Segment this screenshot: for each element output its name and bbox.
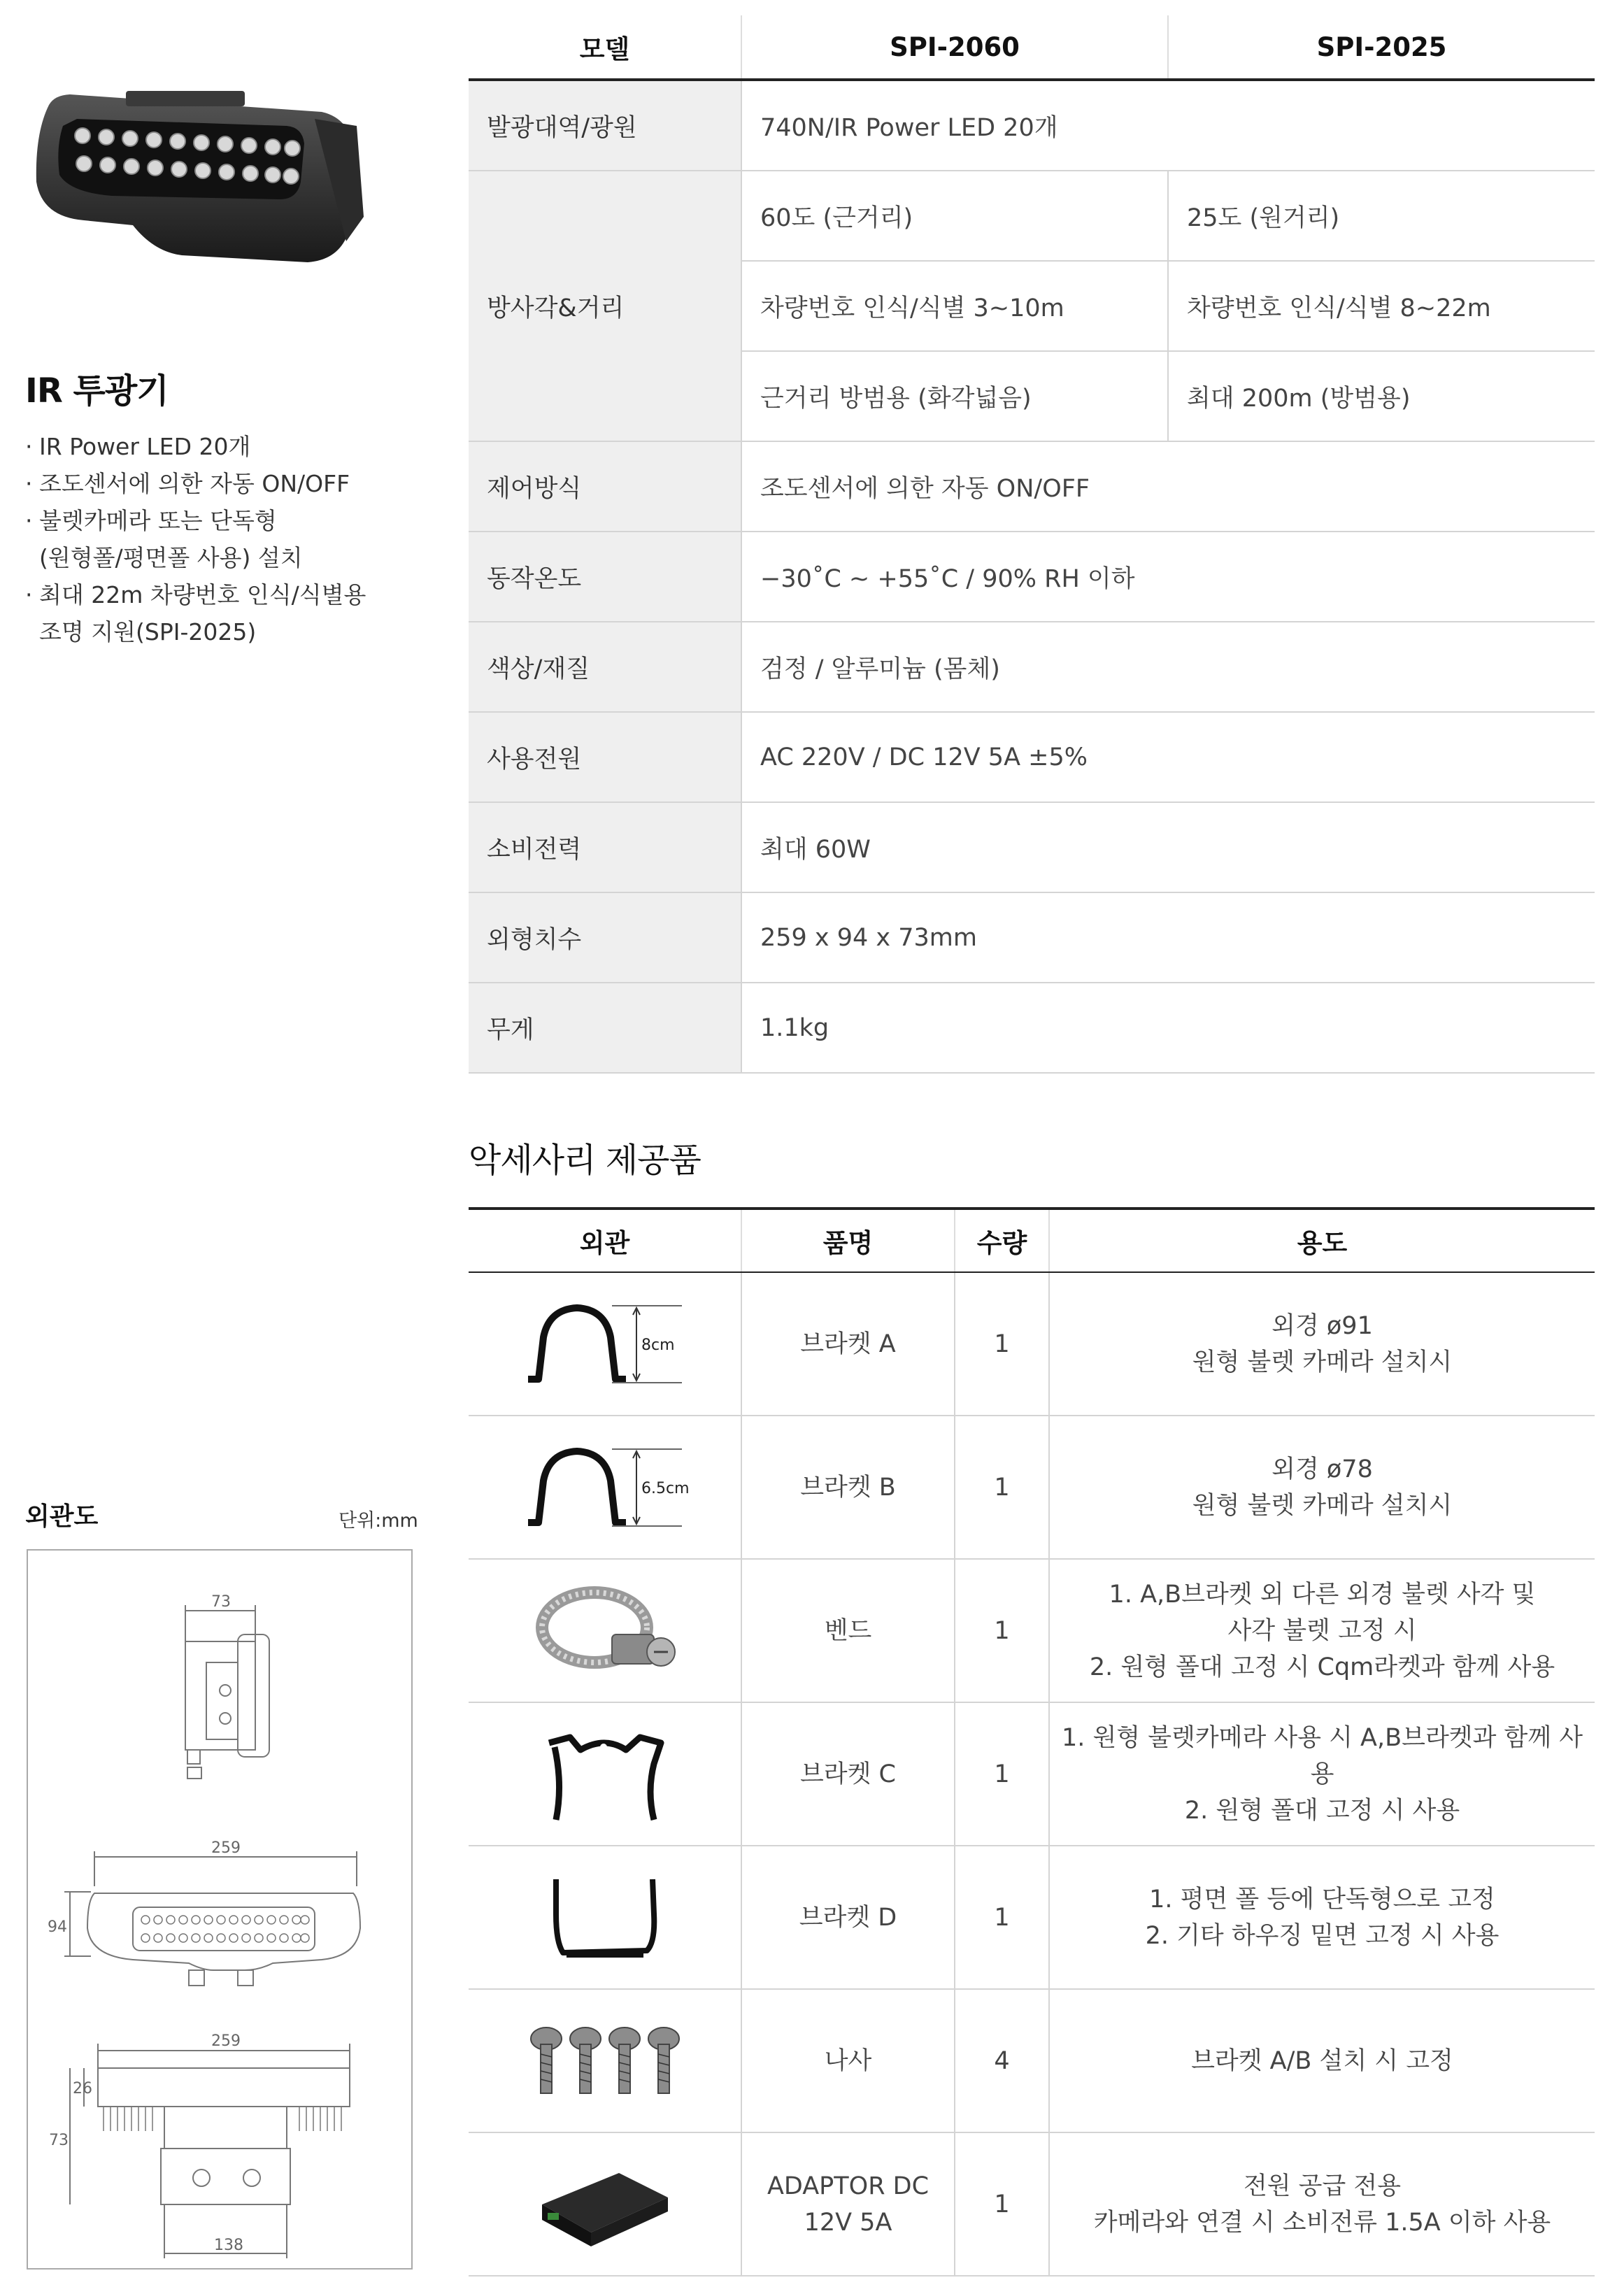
acc-usage: 전원 공급 전용 카메라와 연결 시 소비전류 1.5A 이하 사용	[1049, 2132, 1595, 2276]
table-row	[469, 1846, 1595, 1989]
adaptor-icon	[528, 2156, 682, 2253]
bottom-view-drawing	[70, 2044, 350, 2258]
outline-drawing	[27, 1549, 413, 2270]
table-row	[469, 1559, 1595, 1702]
acc-usage: 1. 원형 불렛카메라 사용 시 A,B브라켓과 함께 사용 2. 원형 폴대 고정 시 사용	[1049, 1702, 1595, 1846]
outline-unit: 단위:mm	[339, 1510, 418, 1532]
bracket-b-dimension: 6.5cm	[641, 1479, 690, 1497]
spec-label: 무게	[469, 983, 741, 1073]
table-row	[469, 532, 1595, 622]
acc-header-qty: 수량	[955, 1209, 1049, 1272]
spec-value: 근거리 방범용 (화각넓음)	[741, 351, 1168, 441]
acc-qty: 1	[955, 1846, 1049, 1989]
spec-value: −30˚C ~ +55˚C / 90% RH 이하	[741, 532, 1595, 622]
table-row	[469, 1702, 1595, 1846]
acc-name: 브라켓 D	[741, 1846, 955, 1989]
spec-label: 사용전원	[469, 712, 741, 802]
feature-item: · 조도센서에 의한 자동 ON/OFF	[25, 470, 350, 497]
table-row	[469, 802, 1595, 892]
product-title: IR 투광기	[25, 371, 169, 411]
table-row	[469, 1416, 1595, 1559]
feature-list	[25, 428, 366, 650]
acc-header-appearance: 외관	[469, 1209, 741, 1272]
acc-header-usage: 용도	[1049, 1209, 1595, 1272]
acc-name: 벤드	[741, 1559, 955, 1702]
table-row	[469, 622, 1595, 712]
acc-usage: 외경 ø78 원형 불렛 카메라 설치시	[1049, 1416, 1595, 1559]
acc-usage: 외경 ø91 원형 불렛 카메라 설치시	[1049, 1272, 1595, 1416]
acc-image-cell	[469, 1846, 741, 1989]
acc-image-cell	[469, 2132, 741, 2276]
dim-bottom-base: 138	[214, 2237, 243, 2254]
acc-qty: 1	[955, 2132, 1049, 2276]
table-row	[469, 1272, 1595, 1416]
spec-header-row	[469, 15, 1595, 80]
acc-name: ADAPTOR DC 12V 5A	[741, 2132, 955, 2276]
spec-value: 1.1kg	[741, 983, 1595, 1073]
acc-image-cell	[469, 1272, 741, 1416]
spec-label: 발광대역/광원	[469, 80, 741, 171]
spec-table	[469, 15, 1595, 1074]
acc-image-cell	[469, 1702, 741, 1846]
dim-bottom-width: 259	[211, 2032, 241, 2050]
spec-label: 방사각&거리	[469, 171, 741, 441]
hose-clamp-icon	[528, 1579, 682, 1683]
dim-front-height: 94	[48, 1918, 67, 1936]
spec-header-spi2025: SPI-2025	[1168, 15, 1595, 80]
table-row	[469, 712, 1595, 802]
spec-value: 최대 60W	[741, 802, 1595, 892]
acc-qty: 1	[955, 1559, 1049, 1702]
spec-value: 25도 (원거리)	[1168, 171, 1595, 261]
acc-header-name: 품명	[741, 1209, 955, 1272]
acc-usage: 1. 평면 폴 등에 단독형으로 고정 2. 기타 하우징 밑면 고정 시 사용	[1049, 1846, 1595, 1989]
table-row	[469, 171, 1595, 261]
spec-value: 60도 (근거리)	[741, 171, 1168, 261]
table-row	[469, 441, 1595, 532]
acc-usage: 1. A,B브라켓 외 다른 외경 불렛 사각 및 사각 불렛 고정 시 2. 원형 폴대 고정 시 Cqm라켓과 함께 사용	[1049, 1559, 1595, 1702]
screw-icon	[521, 2019, 689, 2103]
dim-side-width: 73	[211, 1593, 231, 1611]
dim-bottom-height: 73	[49, 2132, 69, 2149]
feature-item: 조명 지원(SPI-2025)	[39, 618, 257, 646]
acc-name: 나사	[741, 1989, 955, 2132]
acc-image-cell	[469, 1989, 741, 2132]
spec-value: AC 220V / DC 12V 5A ±5%	[741, 712, 1595, 802]
table-row	[469, 1989, 1595, 2132]
accessories-header-row	[469, 1209, 1595, 1272]
spec-value: 740N/IR Power LED 20개	[741, 80, 1595, 171]
spec-value: 조도센서에 의한 자동 ON/OFF	[741, 441, 1595, 532]
feature-item: · IR Power LED 20개	[25, 433, 251, 460]
side-view-drawing	[185, 1605, 269, 1779]
bracket-u-icon	[500, 1439, 710, 1537]
dim-bottom-flange: 26	[73, 2080, 92, 2097]
table-row	[469, 2132, 1595, 2276]
feature-item: (원형폴/평면폴 사용) 설치	[39, 544, 303, 571]
bracket-c-icon	[528, 1722, 682, 1827]
feature-item: · 최대 22m 차량번호 인식/식별용	[25, 581, 366, 608]
acc-qty: 1	[955, 1272, 1049, 1416]
table-row	[469, 892, 1595, 983]
acc-name: 브라켓 A	[741, 1272, 955, 1416]
table-row	[469, 983, 1595, 1073]
spec-label: 소비전력	[469, 802, 741, 892]
spec-value: 최대 200m (방범용)	[1168, 351, 1595, 441]
spec-label: 외형치수	[469, 892, 741, 983]
spec-value: 검정 / 알루미늄 (몸체)	[741, 622, 1595, 712]
bracket-u-icon	[500, 1295, 710, 1393]
spec-header-model: 모델	[469, 15, 741, 80]
acc-usage: 브라켓 A/B 설치 시 고정	[1049, 1989, 1595, 2132]
spec-label: 제어방식	[469, 441, 741, 532]
accessories-title: 악세사리 제공품	[469, 1141, 701, 1180]
acc-name: 브라켓 B	[741, 1416, 955, 1559]
bracket-a-dimension: 8cm	[641, 1336, 675, 1354]
acc-qty: 4	[955, 1989, 1049, 2132]
table-row	[469, 80, 1595, 171]
acc-name: 브라켓 C	[741, 1702, 955, 1846]
spec-value: 차량번호 인식/식별 3~10m	[741, 261, 1168, 351]
acc-image-cell	[469, 1559, 741, 1702]
spec-value: 차량번호 인식/식별 8~22m	[1168, 261, 1595, 351]
outline-title: 외관도	[25, 1502, 99, 1531]
accessories-table	[469, 1207, 1595, 2277]
dim-front-width: 259	[211, 1839, 241, 1857]
product-image	[28, 77, 364, 301]
acc-qty: 1	[955, 1702, 1049, 1846]
spec-value: 259 x 94 x 73mm	[741, 892, 1595, 983]
spec-label: 동작온도	[469, 532, 741, 622]
acc-image-cell	[469, 1416, 741, 1559]
spec-label: 색상/재질	[469, 622, 741, 712]
spec-header-spi2060: SPI-2060	[741, 15, 1168, 80]
acc-qty: 1	[955, 1416, 1049, 1559]
feature-item: · 불렛카메라 또는 단독형	[25, 507, 277, 534]
bracket-d-icon	[528, 1865, 682, 1970]
